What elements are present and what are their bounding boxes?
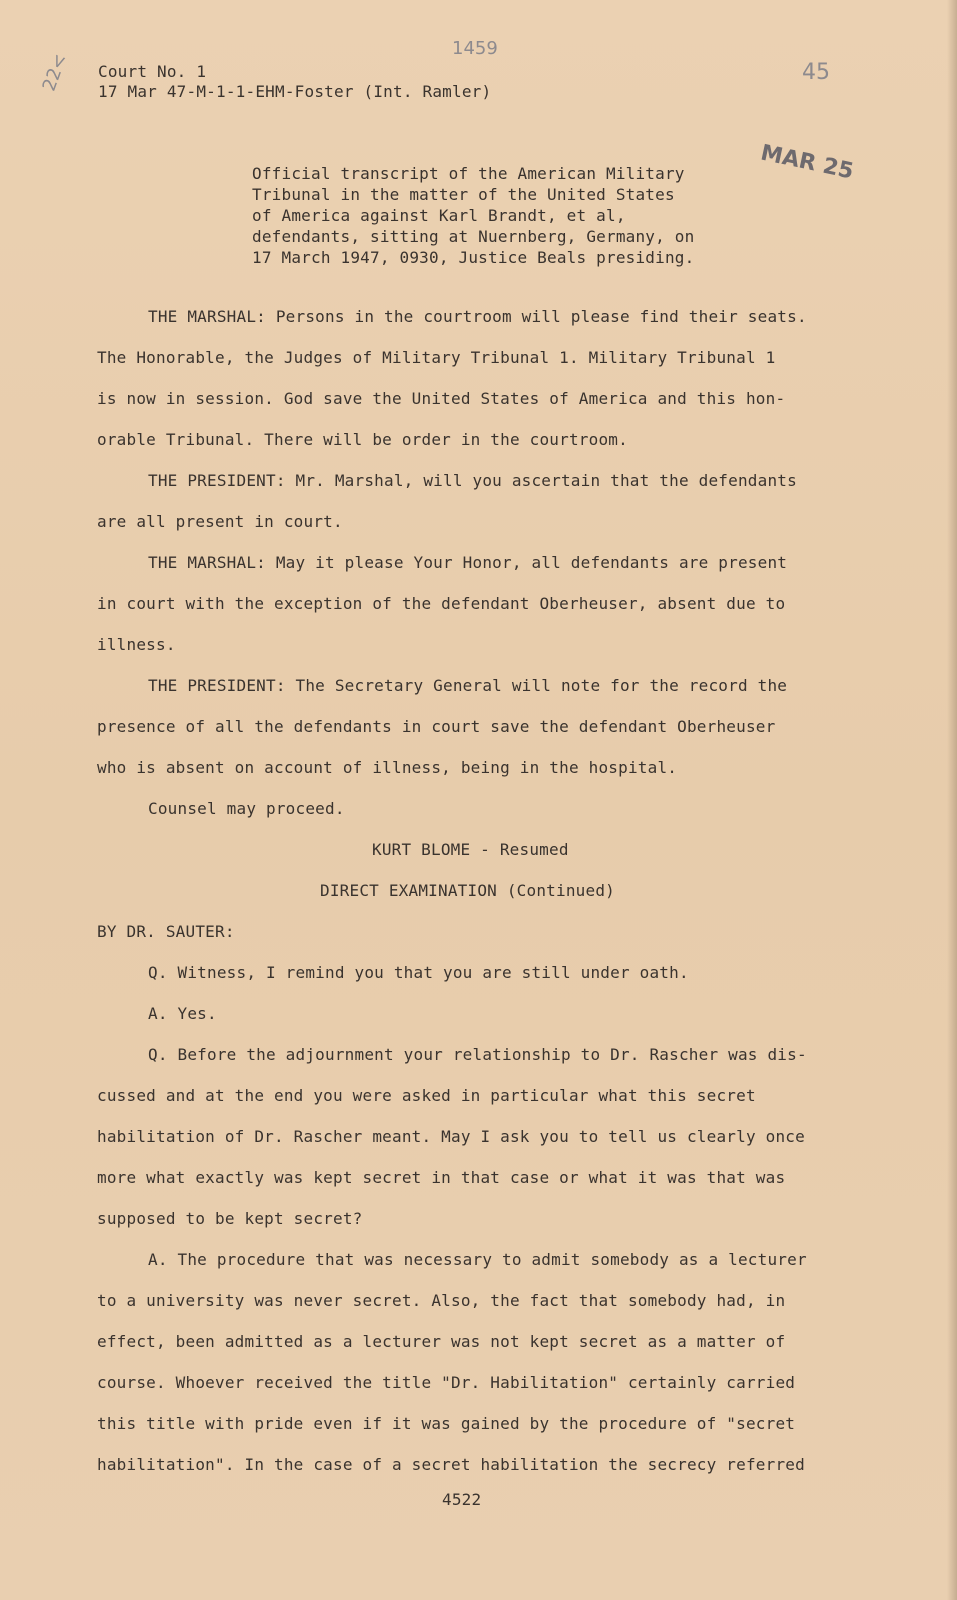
session-code: 17 Mar 47-M-1-1-EHM-Foster (Int. Ramler)	[98, 82, 492, 101]
date-stamp: MAR 25	[758, 140, 856, 185]
witness-heading: KURT BLOME - Resumed	[372, 840, 569, 859]
transcript-line: Counsel may proceed.	[148, 799, 345, 818]
transcript-line: supposed to be kept secret?	[97, 1209, 363, 1228]
transcript-line: who is absent on account of illness, being in the hospital.	[97, 758, 678, 777]
caption-line: of America against Karl Brandt, et al,	[252, 206, 626, 225]
transcript-line: Q. Before the adjournment your relationship to Dr. Rascher was dis-	[148, 1045, 807, 1064]
caption-line: defendants, sitting at Nuernberg, Germany, on	[252, 227, 695, 246]
margin-note-left: 22<	[38, 51, 72, 94]
transcript-line: Q. Witness, I remind you that you are still under oath.	[148, 963, 689, 982]
page-edge-shadow	[947, 0, 957, 1600]
margin-note-center: 1459	[452, 38, 498, 59]
transcript-line: to a university was never secret. Also, the fact that somebody had, in	[97, 1291, 786, 1310]
examiner-line: BY DR. SAUTER:	[97, 922, 235, 941]
transcript-line: habilitation". In the case of a secret habilitation the secrecy referred	[97, 1455, 805, 1474]
transcript-line: THE PRESIDENT: The Secretary General will note for the record the	[148, 676, 788, 695]
transcript-line: A. The procedure that was necessary to admit somebody as a lecturer	[148, 1250, 807, 1269]
transcript-line: A. Yes.	[148, 1004, 217, 1023]
margin-note-right: 45	[802, 60, 830, 85]
caption-line: Official transcript of the American Military	[252, 164, 685, 183]
transcript-line: illness.	[97, 635, 176, 654]
caption-line: 17 March 1947, 0930, Justice Beals presiding.	[252, 248, 695, 267]
transcript-line: THE MARSHAL: May it please Your Honor, all defendants are present	[148, 553, 788, 572]
transcript-line: orable Tribunal. There will be order in the courtroom.	[97, 430, 628, 449]
transcript-line: THE MARSHAL: Persons in the courtroom will please find their seats.	[148, 307, 807, 326]
court-number: Court No. 1	[98, 62, 207, 81]
transcript-line: are all present in court.	[97, 512, 343, 531]
transcript-line: is now in session. God save the United States of America and this hon-	[97, 389, 786, 408]
caption-line: Tribunal in the matter of the United States	[252, 185, 675, 204]
transcript-line: presence of all the defendants in court save the defendant Oberheuser	[97, 717, 776, 736]
transcript-line: cussed and at the end you were asked in particular what this secret	[97, 1086, 756, 1105]
transcript-line: effect, been admitted as a lecturer was not kept secret as a matter of	[97, 1332, 786, 1351]
transcript-line: in court with the exception of the defendant Oberheuser, absent due to	[97, 594, 786, 613]
transcript-line: this title with pride even if it was gained by the procedure of "secret	[97, 1414, 796, 1433]
page-number: 4522	[442, 1490, 482, 1509]
transcript-line: THE PRESIDENT: Mr. Marshal, will you ascertain that the defendants	[148, 471, 797, 490]
transcript-line: more what exactly was kept secret in that case or what it was that was	[97, 1168, 786, 1187]
examination-heading: DIRECT EXAMINATION (Continued)	[320, 881, 615, 900]
transcript-line: course. Whoever received the title "Dr. Habilitation" certainly carried	[97, 1373, 796, 1392]
transcript-line: habilitation of Dr. Rascher meant. May I ask you to tell us clearly once	[97, 1127, 805, 1146]
transcript-line: The Honorable, the Judges of Military Tribunal 1. Military Tribunal 1	[97, 348, 776, 367]
